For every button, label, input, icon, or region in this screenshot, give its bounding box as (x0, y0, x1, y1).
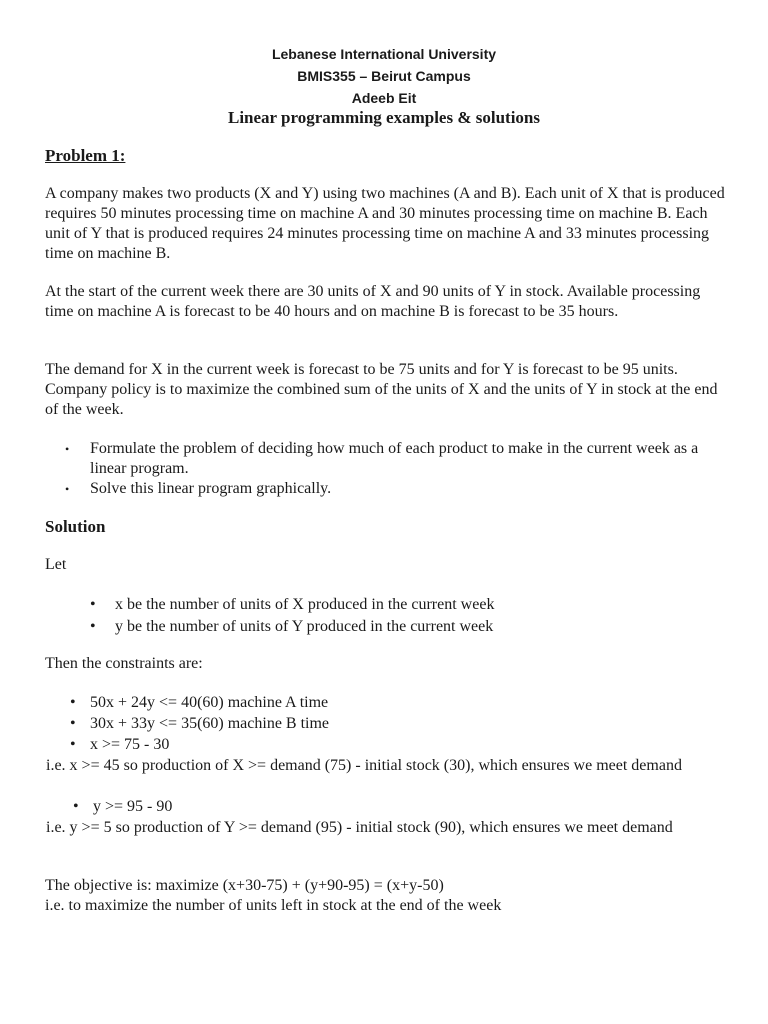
variable-text: x be the number of units of X produced in the current week (115, 596, 495, 613)
list-item (45, 439, 725, 479)
problem-paragraph-1: A company makes two products (X and Y) using two machines (A and B). Each unit of X that is produced requires 50 minutes processing time on machine A and 30 minutes processing time on machine B. Each unit of Y that is produced requires 24 minutes processing time on machine A and 33 minutes processing time on machine B. (45, 185, 725, 262)
constraint-list (45, 692, 725, 755)
constraint-text: y >= 95 - 90 (93, 798, 173, 815)
list-item (45, 616, 725, 638)
let-text: Let (45, 556, 67, 573)
solution-heading: Solution (45, 517, 106, 536)
task-text: Formulate the problem of deciding how much of each product to make in the current week as a linear program. (90, 440, 699, 477)
constraint-text: 30x + 33y <= 35(60) machine B time (90, 715, 330, 732)
bullet-icon: • (90, 596, 96, 613)
list-item (45, 713, 725, 734)
bullet-icon: • (90, 618, 96, 635)
list-item (45, 594, 725, 616)
problem-paragraph-2: At the start of the current week there are 30 units of X and 90 units of Y in stock. Available processing time on machine A is forecast to be 40 hours and on machine B is forecast to be 35 hours. (45, 283, 701, 320)
list-item (45, 734, 725, 755)
task-text: Solve this linear program graphically. (90, 480, 332, 497)
bullet-icon: • (70, 694, 76, 711)
constraint-text: x >= 75 - 30 (90, 736, 170, 753)
bullet-icon: • (70, 736, 76, 753)
constraint-text: 50x + 24y <= 40(60) machine A time (90, 694, 329, 711)
course-campus: BMIS355 – Beirut Campus (297, 68, 471, 84)
x-constraint-note: i.e. x >= 45 so production of X >= demand (75) - initial stock (30), which ensures we meet demand (46, 757, 682, 774)
bullet-icon: • (73, 798, 79, 815)
bullet-icon: • (65, 442, 70, 456)
bullet-icon: • (65, 482, 70, 496)
bullet-icon: • (70, 715, 76, 732)
author-name: Adeeb Eit (351, 90, 417, 106)
objective-note: i.e. to maximize the number of units left in stock at the end of the week (45, 897, 502, 914)
task-list (45, 439, 725, 499)
list-item (45, 692, 725, 713)
variable-list (45, 594, 725, 638)
constraints-intro: Then the constraints are: (45, 655, 203, 672)
variable-text: y be the number of units of Y produced in the current week (115, 618, 494, 635)
document-title: Linear programming examples & solutions (228, 108, 540, 127)
university-name: Lebanese International University (271, 46, 497, 62)
list-item (45, 479, 725, 499)
y-constraint-note: i.e. y >= 5 so production of Y >= demand (95) - initial stock (90), which ensures we meet demand (46, 819, 673, 836)
y-constraint-list (45, 797, 725, 817)
problem-paragraph-3: The demand for X in the current week is forecast to be 75 units and for Y is forecast to be 95 units. Company policy is to maximize the combined sum of the units of X and the units of Y in stock at the end of the week. (45, 361, 718, 418)
objective-text: The objective is: maximize (x+30-75) + (y+90-95) = (x+y-50) (45, 877, 444, 894)
problem-heading: Problem 1: (45, 146, 126, 165)
list-item (45, 797, 725, 817)
